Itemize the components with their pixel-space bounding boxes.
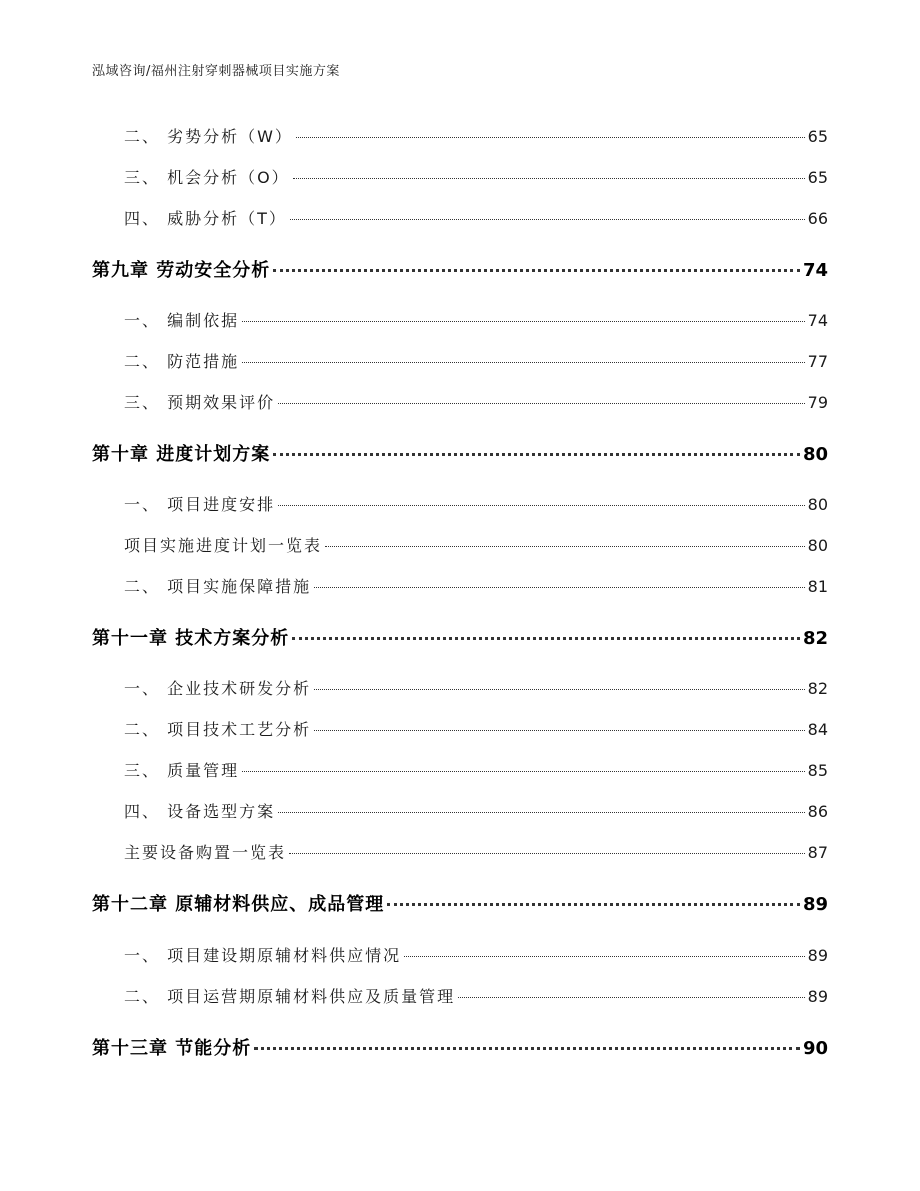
dot-leader [458, 997, 805, 998]
toc-chapter-entry[interactable] [92, 624, 828, 650]
toc-chapter-page: 89 [802, 894, 828, 915]
dot-leader [242, 771, 805, 772]
toc-chapter-entry[interactable] [92, 1034, 828, 1060]
toc-entry-page: 84 [807, 720, 828, 739]
toc-entry[interactable] [124, 349, 828, 372]
toc-entry-page: 85 [807, 761, 828, 780]
toc-entry-title: 主要设备购置一览表 [124, 843, 287, 862]
toc-entry-page: 65 [807, 168, 828, 187]
toc-entry[interactable] [124, 984, 828, 1007]
toc-entry-page: 74 [807, 311, 828, 330]
toc-entry-title: 一、 项目进度安排 [124, 495, 276, 514]
toc-entry-title: 一、 项目建设期原辅材料供应情况 [124, 946, 402, 965]
toc-entry[interactable] [124, 717, 828, 740]
toc-entry-page: 65 [807, 127, 828, 146]
dot-leader [242, 321, 805, 322]
toc-entry-title: 三、 质量管理 [124, 761, 240, 780]
dot-leader [278, 403, 805, 404]
toc-chapter-page: 90 [802, 1038, 828, 1059]
toc-entry-title: 二、 防范措施 [124, 352, 240, 371]
toc-entry-title: 四、 设备选型方案 [124, 802, 276, 821]
toc-entry-title: 二、 项目技术工艺分析 [124, 720, 312, 739]
toc-entry-title: 三、 预期效果评价 [124, 393, 276, 412]
toc-entry[interactable] [124, 533, 828, 556]
dot-leader [278, 812, 805, 813]
toc-chapter-entry[interactable] [92, 890, 828, 916]
toc-entry-page: 80 [807, 495, 828, 514]
toc-entry[interactable] [124, 574, 828, 597]
toc-chapter-page: 80 [802, 444, 828, 465]
dot-leader [293, 178, 805, 179]
dot-leader [273, 453, 800, 456]
toc-entry[interactable] [124, 390, 828, 413]
toc-chapter-page: 82 [802, 628, 828, 649]
toc-entry-title: 项目实施进度计划一览表 [124, 536, 323, 555]
dot-leader [387, 903, 800, 906]
toc-entry[interactable] [124, 308, 828, 331]
dot-leader [325, 546, 805, 547]
toc-entry-title: 二、 项目实施保障措施 [124, 577, 312, 596]
toc-chapter-title: 第十三章 节能分析 [92, 1038, 252, 1059]
toc-entry-page: 77 [807, 352, 828, 371]
toc-entry[interactable] [124, 943, 828, 966]
toc-entry[interactable] [124, 799, 828, 822]
toc-entry-page: 86 [807, 802, 828, 821]
toc-entry-page: 80 [807, 536, 828, 555]
toc-entry[interactable] [124, 124, 828, 147]
toc-entry-title: 四、 威胁分析（T） [124, 209, 287, 228]
running-header: 泓域咨询/福州注射穿刺器械项目实施方案 [92, 64, 340, 79]
dot-leader [314, 587, 805, 588]
toc-chapter-entry[interactable] [92, 440, 828, 466]
dot-leader [296, 137, 805, 138]
toc-chapter-title: 第九章 劳动安全分析 [92, 260, 271, 281]
dot-leader [278, 505, 805, 506]
dot-leader [290, 219, 805, 220]
toc-entry-page: 89 [807, 946, 828, 965]
dot-leader [292, 637, 800, 640]
toc-chapter-page: 74 [802, 260, 828, 281]
dot-leader [254, 1047, 800, 1050]
toc-entry-title: 三、 机会分析（O） [124, 168, 290, 187]
toc-entry[interactable] [124, 840, 828, 863]
toc-entry-title: 二、 项目运营期原辅材料供应及质量管理 [124, 987, 456, 1006]
toc-entry[interactable] [124, 165, 828, 188]
dot-leader [242, 362, 805, 363]
dot-leader [273, 269, 800, 272]
toc-entry-title: 一、 编制依据 [124, 311, 240, 330]
toc-entry-page: 89 [807, 987, 828, 1006]
toc-chapter-entry[interactable] [92, 256, 828, 282]
toc-entry-title: 二、 劣势分析（W） [124, 127, 293, 146]
toc-entry[interactable] [124, 492, 828, 515]
toc-entry-page: 66 [807, 209, 828, 228]
dot-leader [404, 956, 805, 957]
toc-entry[interactable] [124, 206, 828, 229]
toc-entry-page: 79 [807, 393, 828, 412]
toc-chapter-title: 第十二章 原辅材料供应、成品管理 [92, 894, 385, 915]
dot-leader [314, 689, 805, 690]
toc-entry-page: 87 [807, 843, 828, 862]
dot-leader [289, 853, 805, 854]
toc-entry-title: 一、 企业技术研发分析 [124, 679, 312, 698]
toc-entry[interactable] [124, 676, 828, 699]
dot-leader [314, 730, 805, 731]
toc-chapter-title: 第十章 进度计划方案 [92, 444, 271, 465]
toc-entry[interactable] [124, 758, 828, 781]
toc-entry-page: 81 [807, 577, 828, 596]
toc-entry-page: 82 [807, 679, 828, 698]
toc-chapter-title: 第十一章 技术方案分析 [92, 628, 290, 649]
